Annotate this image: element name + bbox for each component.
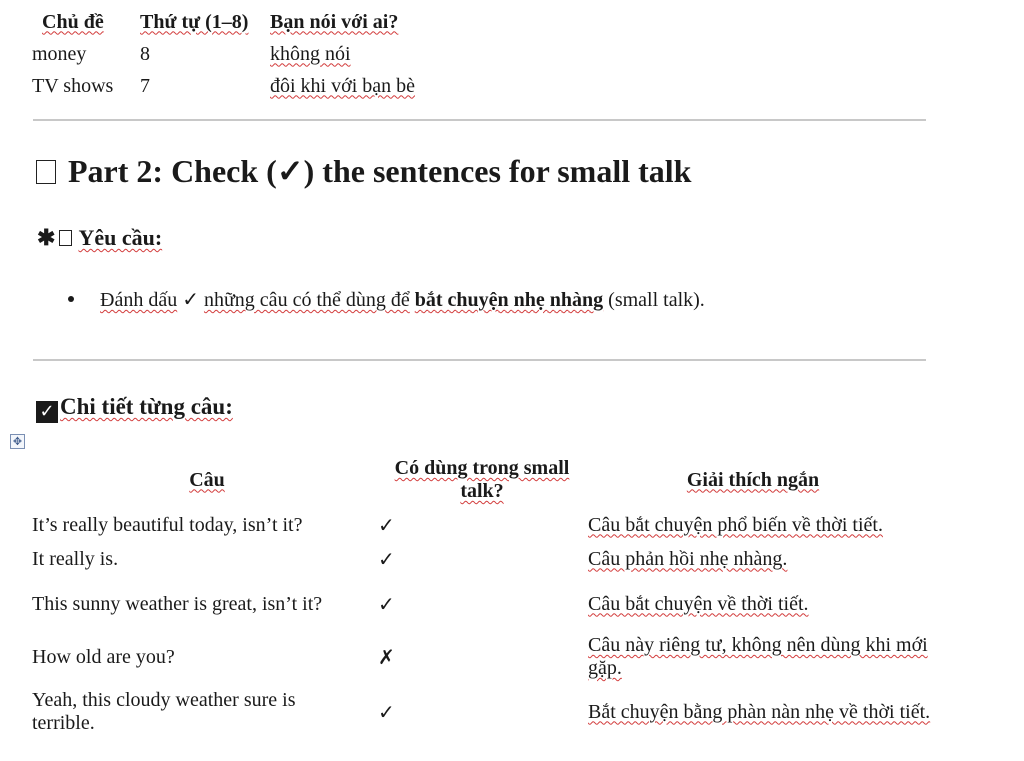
details-heading: ✓ Chi tiết từng câu:	[36, 394, 233, 423]
table-row	[32, 576, 948, 632]
bullet-icon	[68, 296, 74, 302]
order-cell: 7	[140, 74, 150, 97]
sentence-table-header-row	[32, 452, 948, 508]
header-usable: Có dùng trong small talk?	[394, 457, 570, 502]
horizontal-divider	[33, 359, 926, 361]
header-explanation: Giải thích ngắn	[686, 468, 820, 491]
sentence-cell: This sunny weather is great, isn’t it?	[32, 592, 323, 615]
sentence-cell: Yeah, this cloudy weather sure is terrible.	[32, 689, 296, 734]
check-icon: ✓	[378, 546, 395, 571]
topic-header-order: Thứ tự (1–8)	[140, 10, 249, 33]
instruction-emphasis: bắt chuyện nhẹ nhàng	[414, 289, 604, 311]
check-icon: ✓	[378, 699, 395, 724]
table-row	[32, 682, 948, 742]
check-icon: ✓	[378, 512, 395, 537]
who-cell: đôi khi với bạn bè	[270, 74, 415, 97]
sentence-cell: It’s really beautiful today, isn’t it?	[32, 513, 303, 536]
explanation-cell: Câu phản hồi nhẹ nhàng.	[588, 547, 788, 570]
checked-box-icon: ✓	[36, 401, 58, 423]
asterisk-icon: ✱	[37, 225, 56, 250]
instruction-bullet: Đánh dấu ✓ những câu có thể dùng để bắt chuyện nhẹ nhàng (small talk).	[68, 287, 705, 312]
requirement-label: Yêu cầu:	[78, 225, 163, 250]
explanation-cell: Câu bắt chuyện về thời tiết.	[588, 592, 809, 615]
topic-header-who: Bạn nói với ai?	[270, 10, 399, 33]
check-icon: ✓	[378, 591, 395, 616]
table-row	[32, 508, 948, 542]
requirement-heading	[37, 225, 162, 251]
explanation-cell: Bắt chuyện bằng phàn nàn nhẹ về thời tiết.	[588, 700, 931, 723]
part2-heading	[36, 152, 691, 190]
topic-table-row	[32, 38, 470, 70]
sentence-cell: How old are you?	[32, 645, 175, 668]
sentence-table	[32, 452, 948, 742]
topic-cell: TV shows	[32, 74, 114, 97]
table-row	[32, 542, 948, 576]
clipped-text-fragment	[570, 754, 770, 761]
explanation-cell: Câu này riêng tư, không nên dùng khi mới gặp.	[588, 634, 928, 679]
mark-cell	[378, 542, 588, 576]
mark-cell	[378, 576, 588, 632]
part2-title-text: Part 2: Check (✓) the sentences for small talk	[68, 153, 692, 189]
sentence-cell: It really is.	[32, 547, 119, 570]
topic-table-row	[32, 70, 470, 102]
order-cell: 8	[140, 42, 150, 65]
table-row	[32, 632, 948, 682]
cross-icon: ✗	[378, 644, 395, 669]
check-icon: ✓	[182, 287, 199, 311]
topic-table	[32, 6, 470, 102]
empty-box-icon	[36, 160, 56, 184]
empty-box-icon	[59, 230, 72, 246]
header-sentence: Câu	[189, 468, 225, 491]
mark-cell	[378, 632, 588, 682]
topic-cell: money	[32, 42, 87, 65]
topic-table-header-row	[32, 6, 470, 38]
mark-cell	[378, 682, 588, 742]
who-cell: không nói	[270, 42, 351, 65]
mark-cell	[378, 508, 588, 542]
table-move-handle-icon[interactable]: ✥	[10, 434, 25, 449]
topic-header-topic: Chủ đề	[42, 10, 104, 33]
horizontal-divider	[33, 119, 926, 121]
explanation-cell: Câu bắt chuyện phổ biến về thời tiết.	[588, 513, 883, 536]
